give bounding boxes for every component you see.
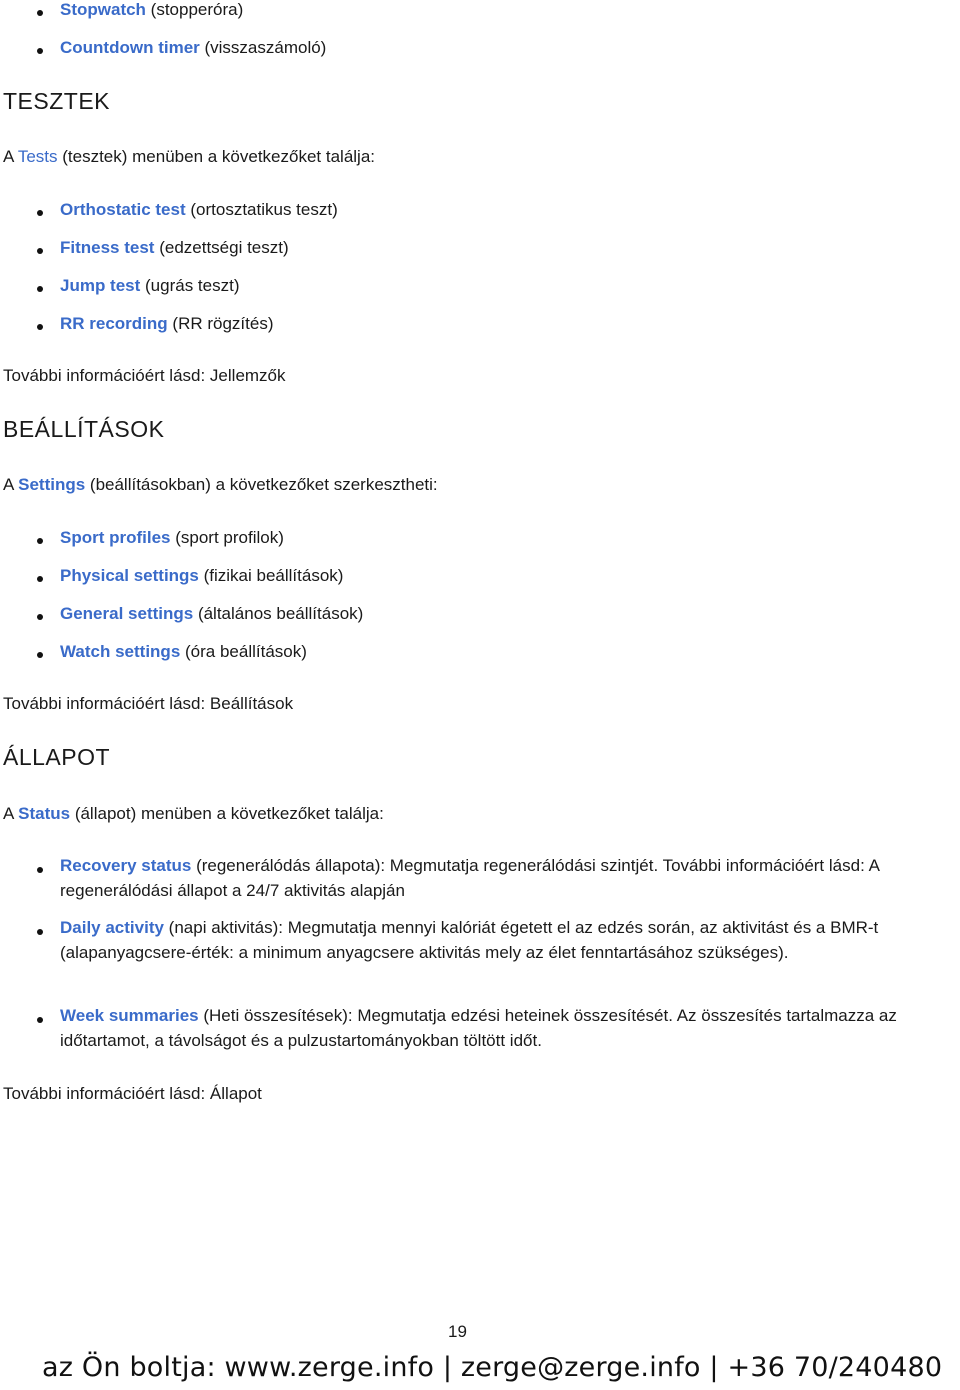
settings-heading: BEÁLLÍTÁSOK: [3, 416, 165, 442]
daily-activity-link[interactable]: Daily activity: [60, 918, 164, 937]
list-item: Jump test (ugrás teszt): [60, 276, 240, 295]
bullet-icon: [37, 48, 43, 54]
bullet-icon: [37, 538, 43, 544]
bullet-icon: [37, 576, 43, 582]
status-intro: A Status (állapot) menüben a következőket találja:: [3, 804, 384, 823]
countdown-timer-link[interactable]: Countdown timer: [60, 38, 200, 57]
footer-contact: az Ön boltja: www.zerge.info | zerge@zerge.info | +36 70/240480: [42, 1352, 943, 1383]
bullet-icon: [37, 614, 43, 620]
list-item: [60, 35, 326, 60]
page-number: 19: [448, 1322, 467, 1341]
list-item-text: (stopperóra): [145, 0, 244, 19]
list-item: [60, 0, 243, 22]
list-item-text: (visszaszámoló): [199, 38, 327, 57]
tests-more-info: További információért lásd: Jellemzők: [3, 366, 286, 385]
recovery-status-link[interactable]: Recovery status: [60, 856, 192, 875]
orthostatic-test-link[interactable]: Orthostatic test: [60, 200, 186, 219]
bullet-icon: [37, 248, 43, 254]
bullet-icon: [37, 867, 43, 873]
settings-intro: A Settings (beállításokban) a következőket szerkesztheti:: [3, 475, 438, 494]
list-item: Orthostatic test (ortosztatikus teszt): [60, 200, 338, 219]
list-item: Fitness test (edzettségi teszt): [60, 238, 289, 257]
settings-more-info: További információért lásd: Beállítások: [3, 694, 294, 713]
status-link[interactable]: Status: [18, 804, 71, 823]
fitness-test-link[interactable]: Fitness test: [60, 238, 155, 257]
status-more-info: További információért lásd: Állapot: [3, 1084, 262, 1103]
tests-link[interactable]: Tests: [17, 147, 58, 166]
status-heading: ÁLLAPOT: [3, 744, 111, 770]
general-settings-link[interactable]: General settings: [60, 604, 194, 623]
watch-settings-link[interactable]: Watch settings: [60, 642, 181, 661]
bullet-icon: [37, 652, 43, 658]
bullet-icon: [37, 286, 43, 292]
list-item: Physical settings (fizikai beállítások): [60, 566, 344, 585]
rr-recording-link[interactable]: RR recording: [60, 314, 168, 333]
physical-settings-link[interactable]: Physical settings: [60, 566, 199, 585]
stopwatch-link[interactable]: Stopwatch: [60, 0, 146, 19]
list-item: RR recording (RR rögzítés): [60, 314, 274, 333]
list-item: Watch settings (óra beállítások): [60, 642, 307, 661]
sport-profiles-link[interactable]: Sport profiles: [60, 528, 171, 547]
settings-link[interactable]: Settings: [18, 475, 86, 494]
tests-heading: TESZTEK: [3, 88, 111, 114]
bullet-icon: [37, 324, 43, 330]
tests-intro: A Tests (tesztek) menüben a következőket találja:: [3, 147, 376, 166]
week-summaries-link[interactable]: Week summaries: [60, 1006, 199, 1025]
bullet-icon: [37, 10, 43, 16]
list-item: Daily activity (napi aktivitás): Megmutatja mennyi kalóriát égetett el az edzés során, az aktivitást és a BMR-t (alapanyagcsere-érték: a minimum anyagcsere aktivitás mely az élet fenntartásához szükséges).: [60, 918, 879, 962]
bullet-icon: [37, 929, 43, 935]
list-item: Sport profiles (sport profilok): [60, 528, 284, 547]
list-item: Recovery status (regenerálódás állapota): Megmutatja regenerálódási szintjét. További információért lásd: A regenerálódási állapot a 24/7 aktivitás alapján: [60, 856, 879, 900]
list-item: General settings (általános beállítások): [60, 604, 364, 623]
list-item: Week summaries (Heti összesítések): Megmutatja edzési heteinek összesítését. Az összesítés tartalmazza az időtartamot, a távolságot és a pulzustartományokban töltött időt.: [60, 1006, 897, 1050]
bullet-icon: [37, 210, 43, 216]
jump-test-link[interactable]: Jump test: [60, 276, 141, 295]
bullet-icon: [37, 1017, 43, 1023]
